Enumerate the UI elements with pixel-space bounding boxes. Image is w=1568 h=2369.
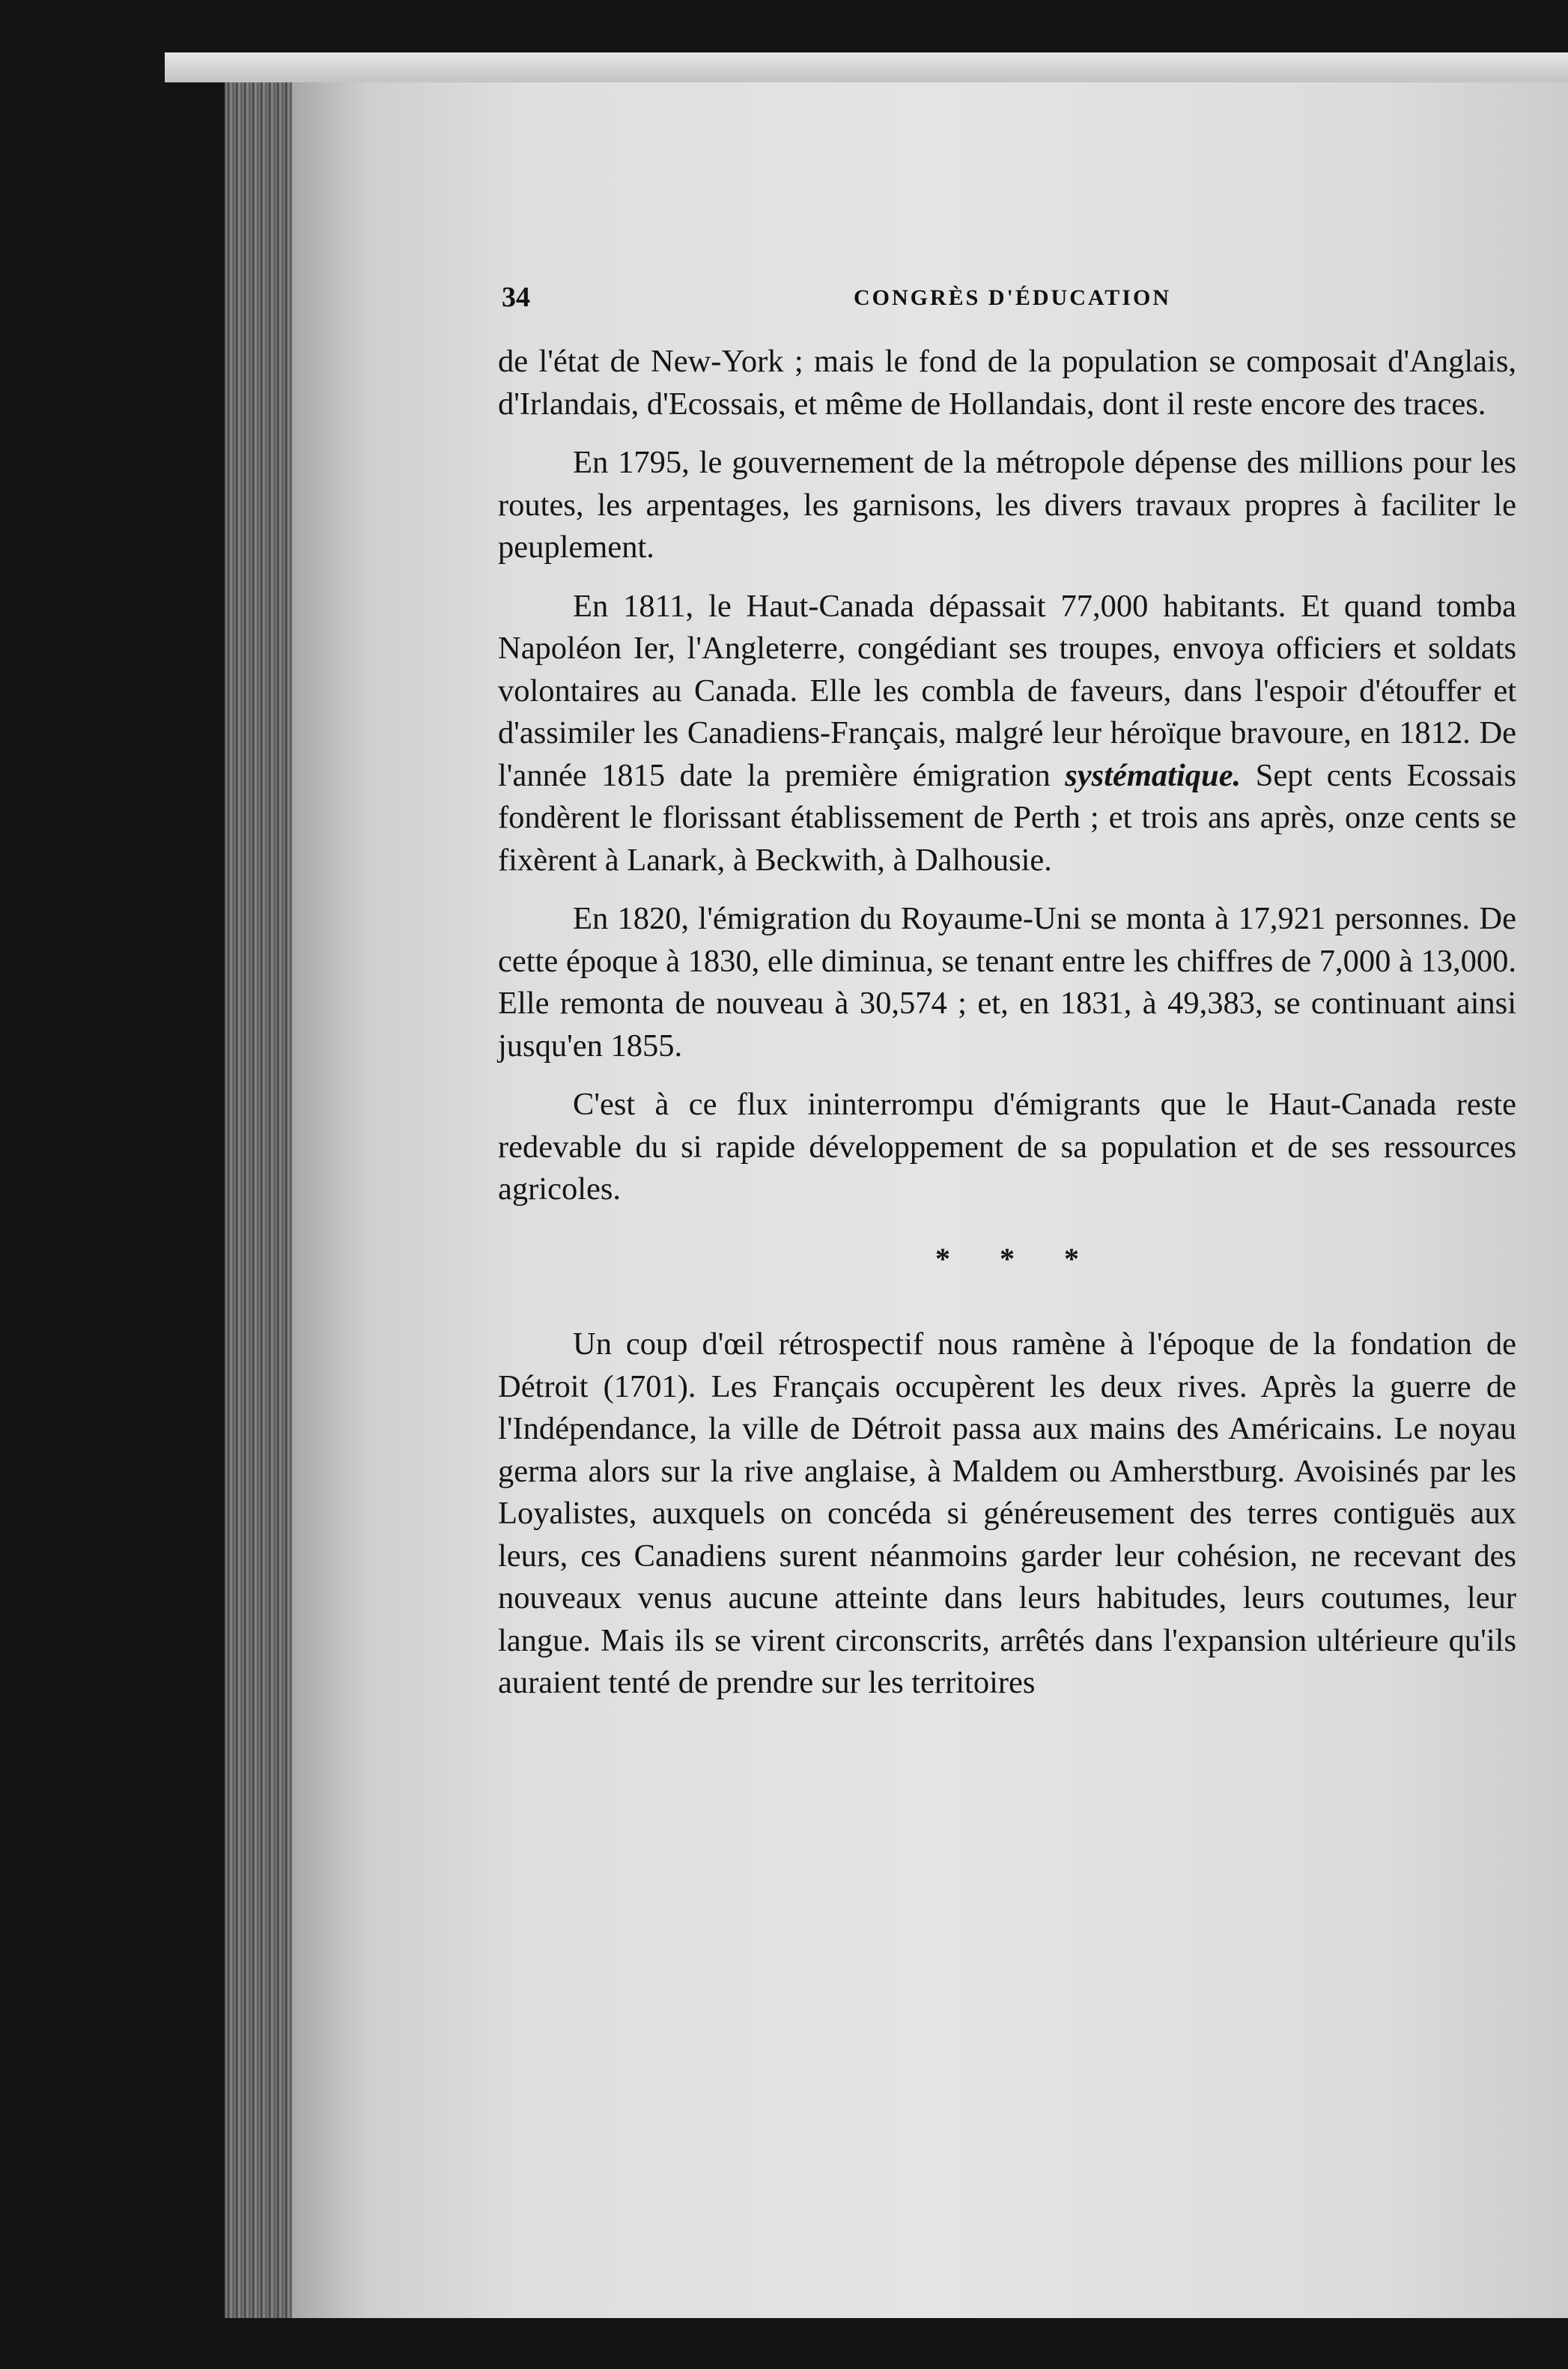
paragraph-3-part-2: Sept cents Ecossais fondèrent le florissant établissement de Perth ; et trois ans après, onze cents se fixèrent à Lanark, à Beckwith, à Dalhousie. <box>498 757 1516 878</box>
paragraph-3-emphasis: systématique. <box>1065 757 1242 793</box>
body-text <box>498 341 1516 1705</box>
paragraph-3 <box>498 586 1516 882</box>
paragraph-4: En 1820, l'émigration du Royaume-Uni se monta à 17,921 personnes. De cette époque à 1830, elle diminua, se tenant entre les chiffres de 7,000 à 13,000. Elle remonta de nouveau à 30,574 ; et, en 1831, à 49,383, se continuant ainsi jusqu'en 1855. <box>498 901 1516 1064</box>
paragraph-1: de l'état de New-York ; mais le fond de la population se composait d'Anglais, d'Irlandais, d'Ecossais, et même de Hollandais, dont il reste encore des traces. <box>498 344 1516 422</box>
page-top-edge <box>165 52 1568 82</box>
page-header <box>502 281 1498 326</box>
page-number: 34 <box>502 282 530 313</box>
paragraph-3-part-1: En 1811, le Haut-Canada dépassait 77,000 habitants. Et quand tomba Napoléon Ier, l'Angleterre, congédiant ses troupes, envoya officiers et soldats volontaires au Canada. Elle les combla de faveurs, dans l'espoir d'étouffer et d'assimiler les Canadiens-Français, malgré leur héroïque bravoure, en 1812. De l'année 1815 date la première émigration <box>498 588 1516 793</box>
paragraph-5: C'est à ce flux ininterrompu d'émigrants que le Haut-Canada reste redevable du si rapide développement de sa population et de ses ressources agricoles. <box>498 1087 1516 1207</box>
paragraph-6: Un coup d'œil rétrospectif nous ramène à l'époque de la fondation de Détroit (1701). Les Français occupèrent les deux rives. Après la guerre de l'Indépendance, la ville de Détroit passa aux mains des Américains. Le noyau germa alors sur la rive anglaise, à Maldem ou Amherstburg. Avoisinés par les Loyalistes, auxquels on concéda si généreusement des terres contiguës aux leurs, ces Canadiens surent néanmoins garder leur cohésion, ne recevant des nouveaux venus aucune atteinte dans leurs habitudes, leurs coutumes, leur langue. Mais ils se virent circonscrits, arrêtés dans l'expansion ultérieure qu'ils auraient tenté de prendre sur les territoires <box>498 1326 1516 1700</box>
section-separator: * * * <box>935 1241 1100 1276</box>
paragraph-2: En 1795, le gouvernement de la métropole dépense des millions pour les routes, les arpentages, les garnisons, les divers travaux propres à faciliter le peuplement. <box>498 445 1516 565</box>
running-head: CONGRÈS D'ÉDUCATION <box>854 285 1171 310</box>
